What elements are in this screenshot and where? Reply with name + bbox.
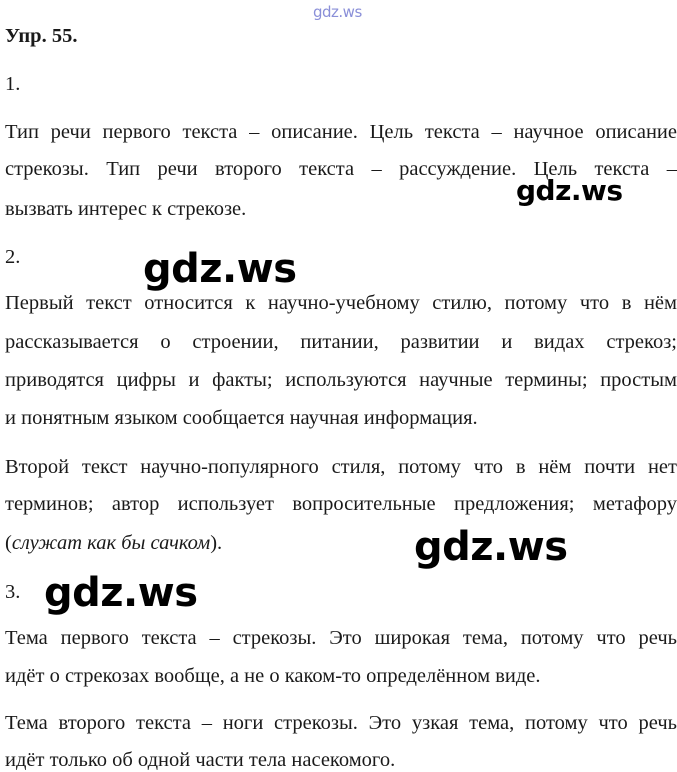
watermark-right-2: gdz.ws [414,524,568,570]
watermark-left-1: gdz.ws [143,246,297,292]
section-2-para-2-line-2: терминов; автор использует вопросительные предложения; метафору [5,493,677,515]
metaphor-quote: служат как бы сачком [11,532,211,554]
paren-close: ). [210,532,223,554]
section-2-para-2-line-1: Второй текст научно-популярного стиля, потому что в нём почти нет [5,456,677,478]
section-1-line-3: вызвать интерес к стрекозе. [5,198,247,220]
section-3-para-1-line-2: идёт о стрекозах вообще, а не о каком-то определённом виде. [5,665,541,687]
section-1-number: 1. [5,73,21,95]
exercise-title: Упр. 55. [5,25,78,47]
watermark-right-1: gdz.ws [516,174,623,207]
watermark-top: gdz.ws [313,3,362,21]
section-2-para-1-line-3: приводятся цифры и факты; используются научные термины; простым [5,369,677,391]
section-2-para-1-line-4: и понятным языком сообщается научная информация. [5,407,478,429]
section-3-number: 3. [5,581,21,603]
section-3-para-1-line-1: Тема первого текста – стрекозы. Это широкая тема, потому что речь [5,627,677,649]
watermark-left-2: gdz.ws [44,570,198,616]
section-3-para-2-line-2: идёт только об одной части тела насекомого. [5,749,396,771]
section-2-para-1-line-2: рассказывается о строении, питании, развитии и видах стрекоз; [5,331,677,353]
paren-open: ( [5,532,12,554]
section-2-para-2-line-3 [5,531,677,555]
section-2-number: 2. [5,246,21,268]
section-2-para-1-line-1: Первый текст относится к научно-учебному стилю, потому что в нём [5,292,677,314]
section-1-line-2: стрекозы. Тип речи второго текста – рассуждение. Цель текста – [5,158,677,180]
section-3-para-2-line-1: Тема второго текста – ноги стрекозы. Это узкая тема, потому что речь [5,712,677,734]
section-1-line-1: Тип речи первого текста – описание. Цель текста – научное описание [5,121,677,143]
